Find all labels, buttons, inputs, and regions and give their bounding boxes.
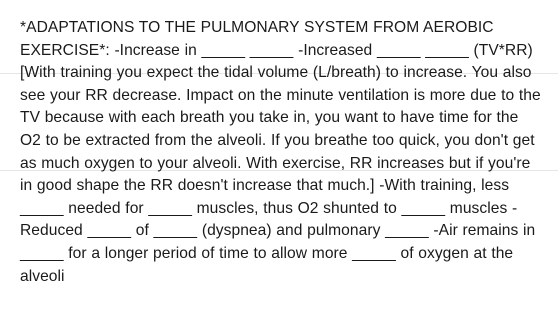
flashcard-text: *ADAPTATIONS TO THE PULMONARY SYSTEM FROM AEROBIC EXERCISE*: -Increase in _____ _____ -Increased _____ _____ (TV*RR) [With training you expect the tidal volume (L/breath) to increase. You also see your RR decrease. Impact on the minute ventilation is more due to the TV because with each breath you take in, you want to have time for the O2 to be extracted from the alveoli. If you breathe too quick, you don't get as much oxygen to your alveoli. With exercise, RR increases but if you're in good shape the RR doesn't increase that much.] -With training, less _____ needed for _____ muscles, thus O2 shunted to _____ muscles -Reduced _____ of _____ (dyspnea) and pulmonary _____ -Air remains in _____ for a longer period of time to allow more _____ of oxygen at the alveoli [20,19,541,285]
